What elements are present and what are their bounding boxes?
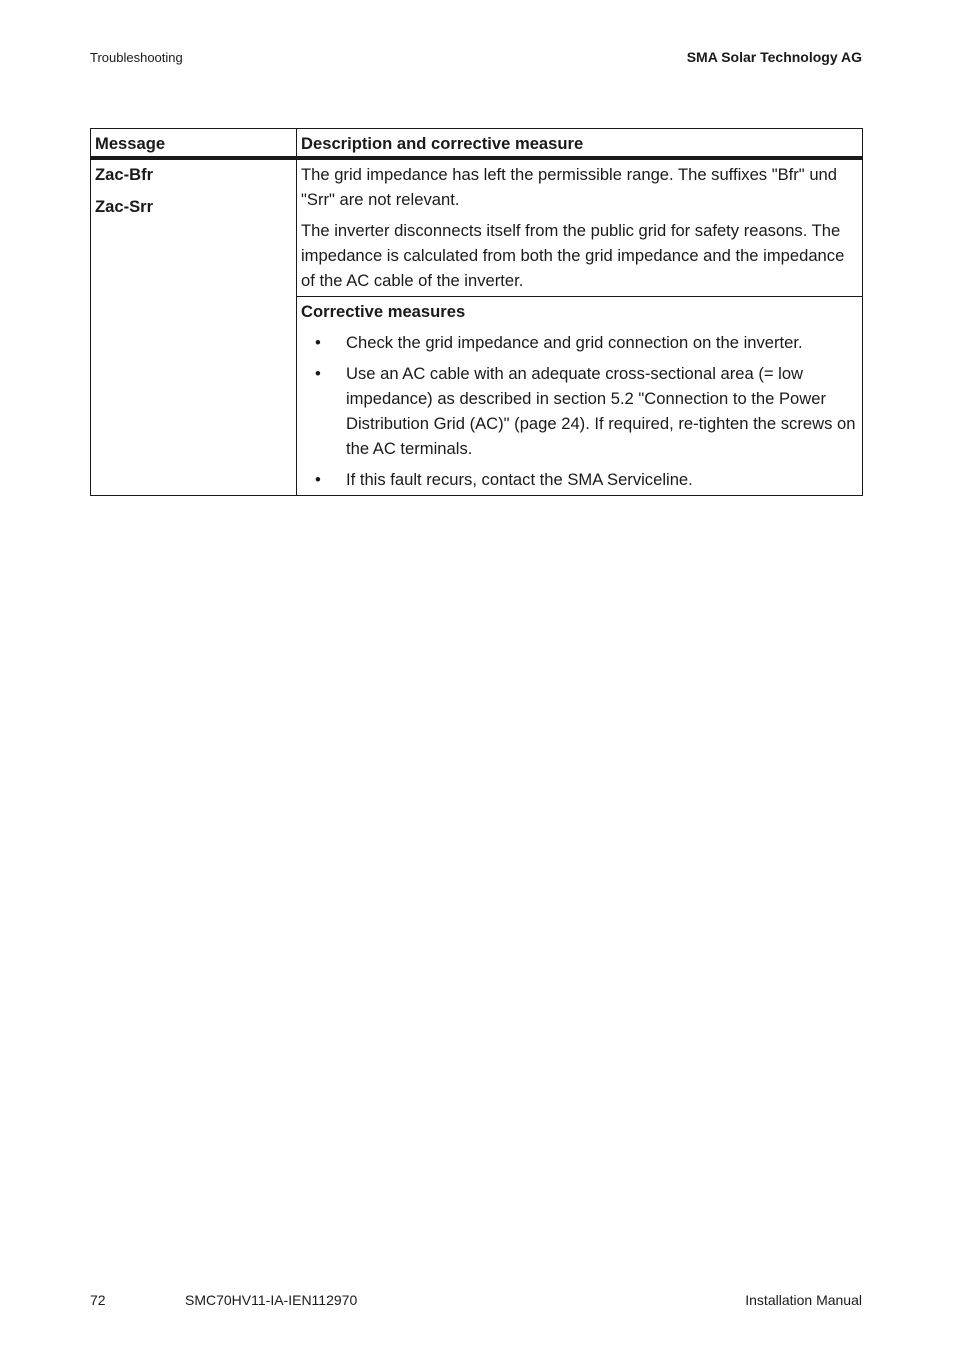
bullet-icon: • bbox=[315, 364, 321, 383]
description-paragraph: The inverter disconnects itself from the public grid for safety reasons. The impedance is calculated from both the grid impedance and the impedance of the AC cable of the inverter. bbox=[301, 221, 845, 290]
corrective-measures-list bbox=[301, 330, 858, 492]
measure-text: Check the grid impedance and grid connection on the inverter. bbox=[346, 333, 803, 352]
table-row bbox=[91, 158, 863, 297]
document-type: Installation Manual bbox=[745, 1292, 862, 1308]
message-code: Zac-Bfr bbox=[95, 165, 154, 184]
column-header-message: Message bbox=[91, 129, 297, 159]
running-header-company: SMA Solar Technology AG bbox=[686, 49, 862, 65]
page-number: 72 bbox=[90, 1292, 106, 1308]
troubleshooting-table bbox=[90, 128, 863, 496]
column-header-description: Description and corrective measure bbox=[297, 129, 863, 159]
message-cell bbox=[91, 158, 297, 496]
corrective-measures-title: Corrective measures bbox=[301, 302, 466, 321]
bullet-icon: • bbox=[315, 470, 321, 489]
list-item bbox=[301, 330, 858, 355]
document-code: SMC70HV11-IA-IEN112970 bbox=[185, 1292, 358, 1308]
description-paragraph: The grid impedance has left the permissible range. The suffixes "Bfr" und "Srr" are not relevant. bbox=[301, 165, 837, 209]
corrective-measures-cell bbox=[297, 297, 863, 496]
running-header-section: Troubleshooting bbox=[90, 50, 183, 65]
bullet-icon: • bbox=[315, 333, 321, 352]
measure-text: Use an AC cable with an adequate cross-sectional area (= low impedance) as described in section 5.2 "Connection to the Power Distribution Grid (AC)" (page 24). If required, re-tighten the screws on the AC terminals. bbox=[346, 364, 856, 458]
list-item bbox=[301, 361, 858, 461]
measure-text: If this fault recurs, contact the SMA Serviceline. bbox=[346, 470, 693, 489]
message-code: Zac-Srr bbox=[95, 197, 154, 216]
description-cell bbox=[297, 158, 863, 297]
table-header-row bbox=[91, 129, 863, 159]
list-item bbox=[301, 467, 858, 492]
